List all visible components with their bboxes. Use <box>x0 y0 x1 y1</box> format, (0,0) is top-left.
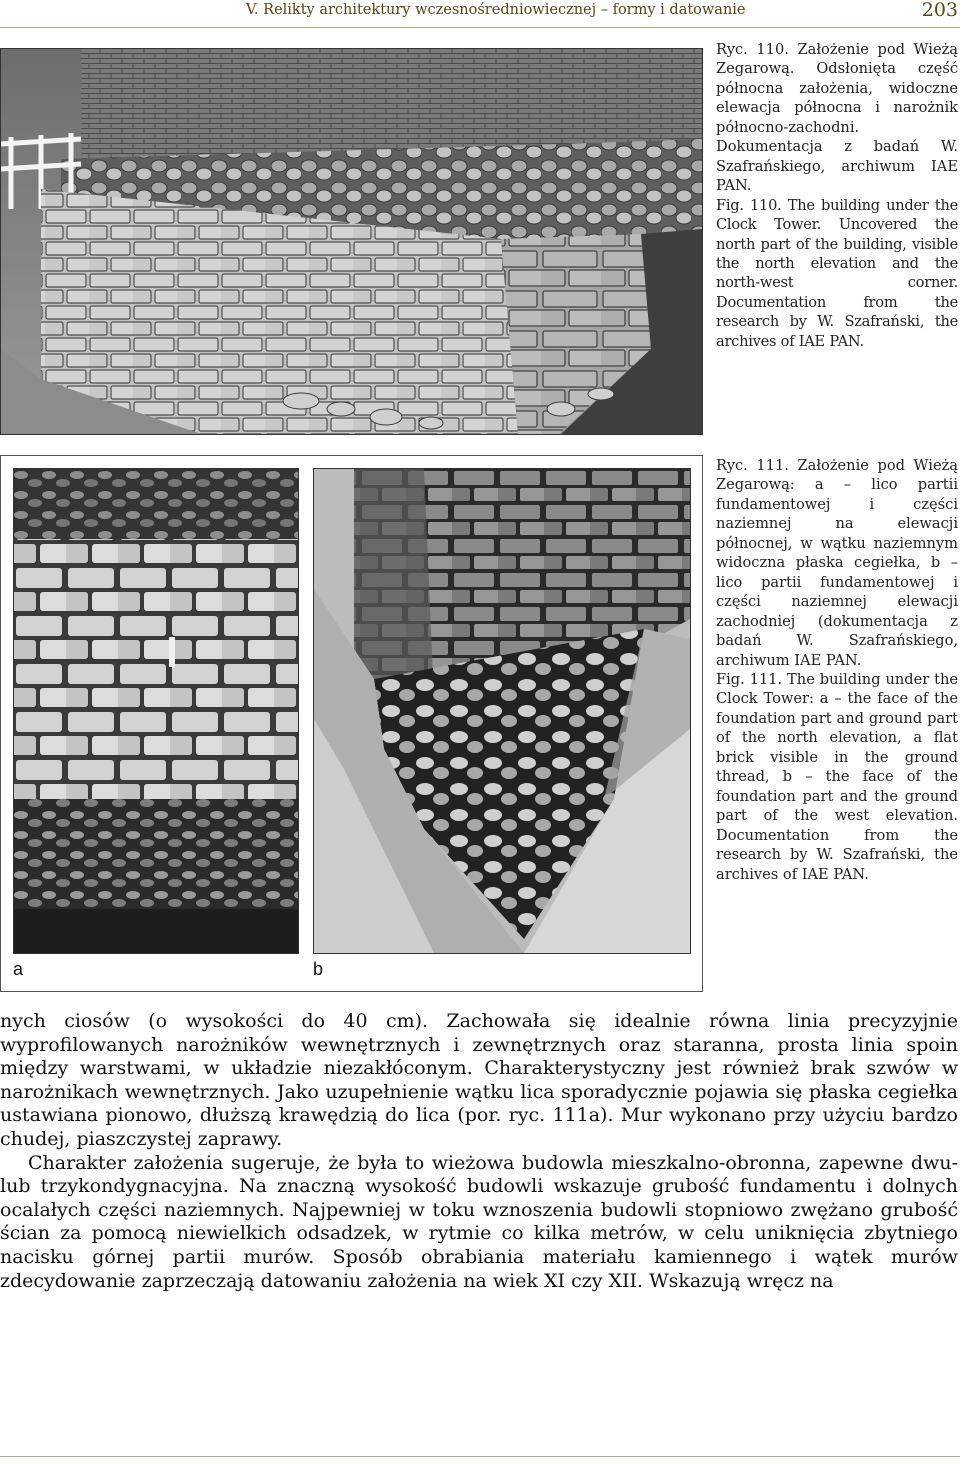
figure-111-caption-pl: Ryc. 111. Założenie pod Wieżą Zegarową: a – lico partii fundamentowej i części naziemnej na elewacji północnej, w wątku naziemnym widoczna płaska cegiełka, b – lico partii fundamentowej i części naziemnej elewacji zachodniej (dokumentacja z badań W. Szafrańskiego, archiwum IAE PAN. <box>716 457 958 669</box>
figure-110-caption <box>716 40 958 351</box>
figure-111-caption <box>716 456 958 884</box>
figure-110-photo <box>0 48 703 435</box>
figure-110-caption-pl: Ryc. 110. Założenie pod Wieżą Zegarową. Odsłonięta część północna założenia, widoczne elewacja północna i narożnik północno-zachodni. Dokumentacja z badań W. Szafrańskiego, archiwum IAE PAN. <box>716 41 958 195</box>
page-number: 203 <box>921 0 958 21</box>
running-title: V. Relikty architektury wczesnośredniowiecznej – formy i datowanie <box>246 2 746 18</box>
body-paragraph-2: Charakter założenia sugeruje, że była to wieżowa budowla mieszkalno-obronna, zapewne dwu- lub trzykondygnacyjna. Na znaczną wysokość budowli wskazuje grubość fundamentu i dolnych ocalałych części naziemnych. Najpewniej w toku wznoszenia budowli stopniowo zwężano grubość ścian za pomocą niewielkich odsadzek, w rytmie co kilka metrów, w celu uniknięcia zbytniego nacisku górnej partii murów. Sposób obrabiania materiału kamiennego i wątek murów zdecydowanie zaprzeczają datowaniu założenia na wiek XI czy XII. Wskazują wręcz na <box>0 1151 958 1292</box>
figure-110-caption-en: Fig. 110. The building under the Clock Tower. Uncovered the north part of the building, visible the north elevation and the north-west corner. Documentation from the research by W. Szafrański, the archives of IAE PAN. <box>716 196 958 350</box>
running-header <box>0 0 960 30</box>
figure-111-label-a: a <box>13 959 24 979</box>
figure-111-label-b: b <box>313 959 324 979</box>
header-rule <box>0 27 960 28</box>
figure-111a-photo <box>13 468 299 954</box>
west-elevation-illustration <box>314 469 690 953</box>
north-elevation-illustration <box>14 469 298 953</box>
footer-rule <box>0 1456 960 1457</box>
body-paragraph-1: nych ciosów (o wysokości do 40 cm). Zachowała się idealnie równa linia precyzyjnie wyprofilowanych narożników wewnętrznych i zewnętrznych oraz staranna, prosta linia spoin między warstwami, w układzie niezakłóconym. Charakterystyczny jest również brak szwów w narożnikach wewnętrznych. Jako uzupełnienie wątku lica sporadycznie pojawia się płaska cegiełka ustawiana pionowo, dłuższą krawędzią do lica (por. ryc. 111a). Mur wykonano przy użyciu bardzo chudej, piaszczystej zaprawy. <box>0 1010 958 1150</box>
wall-photo-illustration <box>1 49 702 434</box>
figure-111-frame <box>0 455 703 992</box>
figure-111-caption-en: Fig. 111. The building under the Clock Tower: a – the face of the foundation part and ground part of the north elevation, a flat brick visible in the ground thread, b – the face of the foundation part and the ground part of the west elevation. Documentation from the research by W. Szafrański, the archives of IAE PAN. <box>716 670 958 883</box>
body-text <box>0 1010 958 1293</box>
figure-111b-photo <box>313 468 691 954</box>
